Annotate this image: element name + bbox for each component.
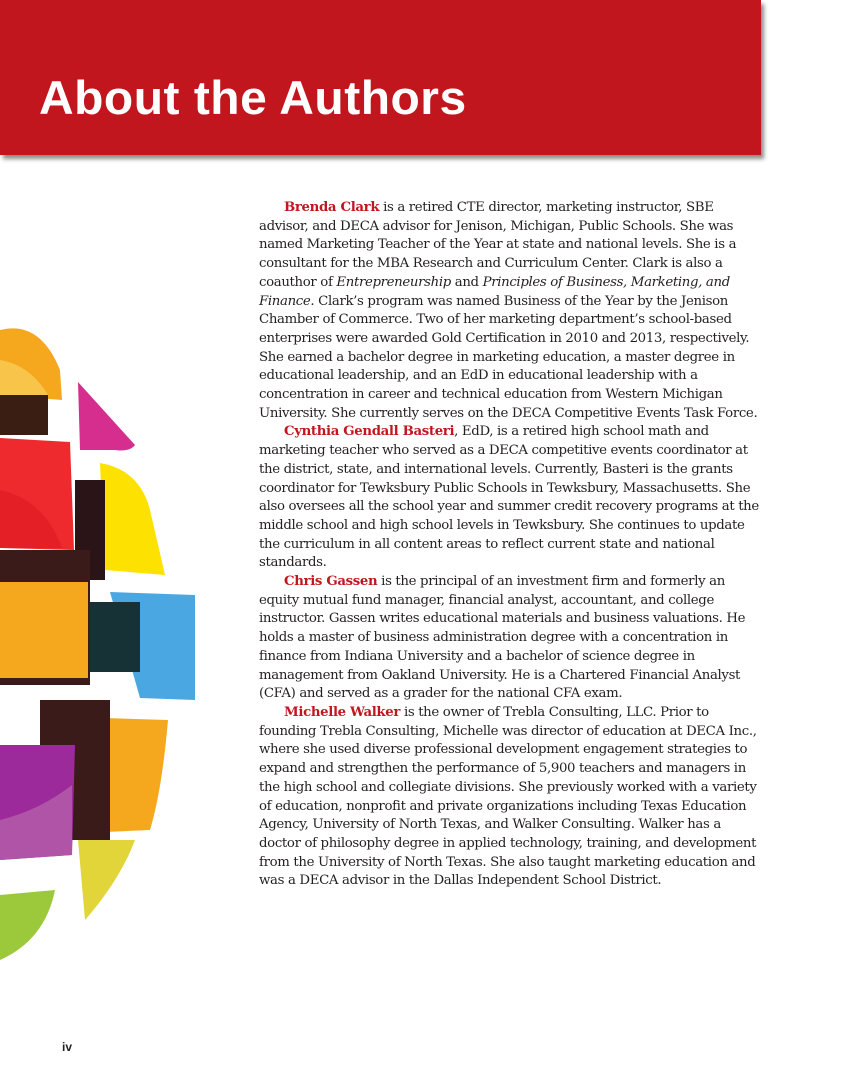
author-bio: Michelle Walker is the owner of Trebla Consulting, LLC. Prior to founding Trebla Consulting, Michelle was director of education at DECA Inc., where she used diverse professional development engagement strategies to expand and strengthen the performance of 5,900 teachers and managers in the high school and collegiate divisions. She previously worked with a variety of education, nonprofit and private organizations including Texas Education Agency, University of North Texas, and Walker Consulting. Walker has a doctor of philosophy degree in applied technology, training, and development from the University of North Texas. She also taught marketing education and was a DECA advisor in the Dallas Independent School District.: [259, 704, 757, 889]
author-name: Chris Gassen: [284, 574, 378, 590]
author-bio: Cynthia Gendall Basteri, EdD, is a retired high school math and marketing teacher who served as a DECA competitive events coordinator at the district, state, and international levels. Currently, Basteri is the grants coordinator for Tewksbury Public Schools in Tewksbury, Massachusetts. She also oversees all the school year and summer credit recovery programs at the middle school and high school levels in Tewksbury. She continues to update the curriculum in all content areas to reflect current state and national standards.: [259, 424, 759, 571]
book-title: Entrepreneurship: [336, 274, 451, 290]
page-title: About the Authors: [39, 71, 467, 124]
title-banner: [0, 0, 761, 155]
book-title: Principles of Business, Marketing, and Finance.: [259, 274, 730, 309]
colorful-sphere-graphic: [0, 320, 200, 980]
author-bio: Chris Gassen is the principal of an investment firm and formerly an equity mutual fund manager, financial analyst, accountant, and college instructor. Gassen writes educational materials and business valuations. He holds a master of business administration degree with a concentration in finance from Indiana University and a bachelor of science degree in management from Oakland University. He is a Chartered Financial Analyst (CFA) and served as a grader for the national CFA exam.: [259, 574, 746, 702]
author-name: Michelle Walker: [284, 704, 401, 720]
authors-bio-text: [259, 199, 765, 891]
author-name: Cynthia Gendall Basteri: [284, 424, 455, 440]
author-name: Brenda Clark: [284, 200, 380, 215]
author-bio: Brenda Clark is a retired CTE director, marketing instructor, SBE advisor, and DECA advisor for Jenison, Michigan, Public Schools. She was named Marketing Teacher of the Year at state and national levels. She is a consultant for the MBA Research and Curriculum Center. Clark is also a coauthor of Entrepreneurship and Principles of Business, Marketing, and Finance. Clark’s program was named Business of the Year by the Jenison Chamber of Commerce. Two of her marketing department’s school-based enterprises were awarded Gold Certification in 2010 and 2013, respectively. She earned a bachelor degree in marketing education, a master degree in educational leadership, and an EdD in educational leadership with a concentration in career and technical education from Western Michigan University. She currently serves on the DECA Competitive Events Task Force.: [259, 200, 758, 421]
page-number: iv: [62, 1040, 73, 1054]
